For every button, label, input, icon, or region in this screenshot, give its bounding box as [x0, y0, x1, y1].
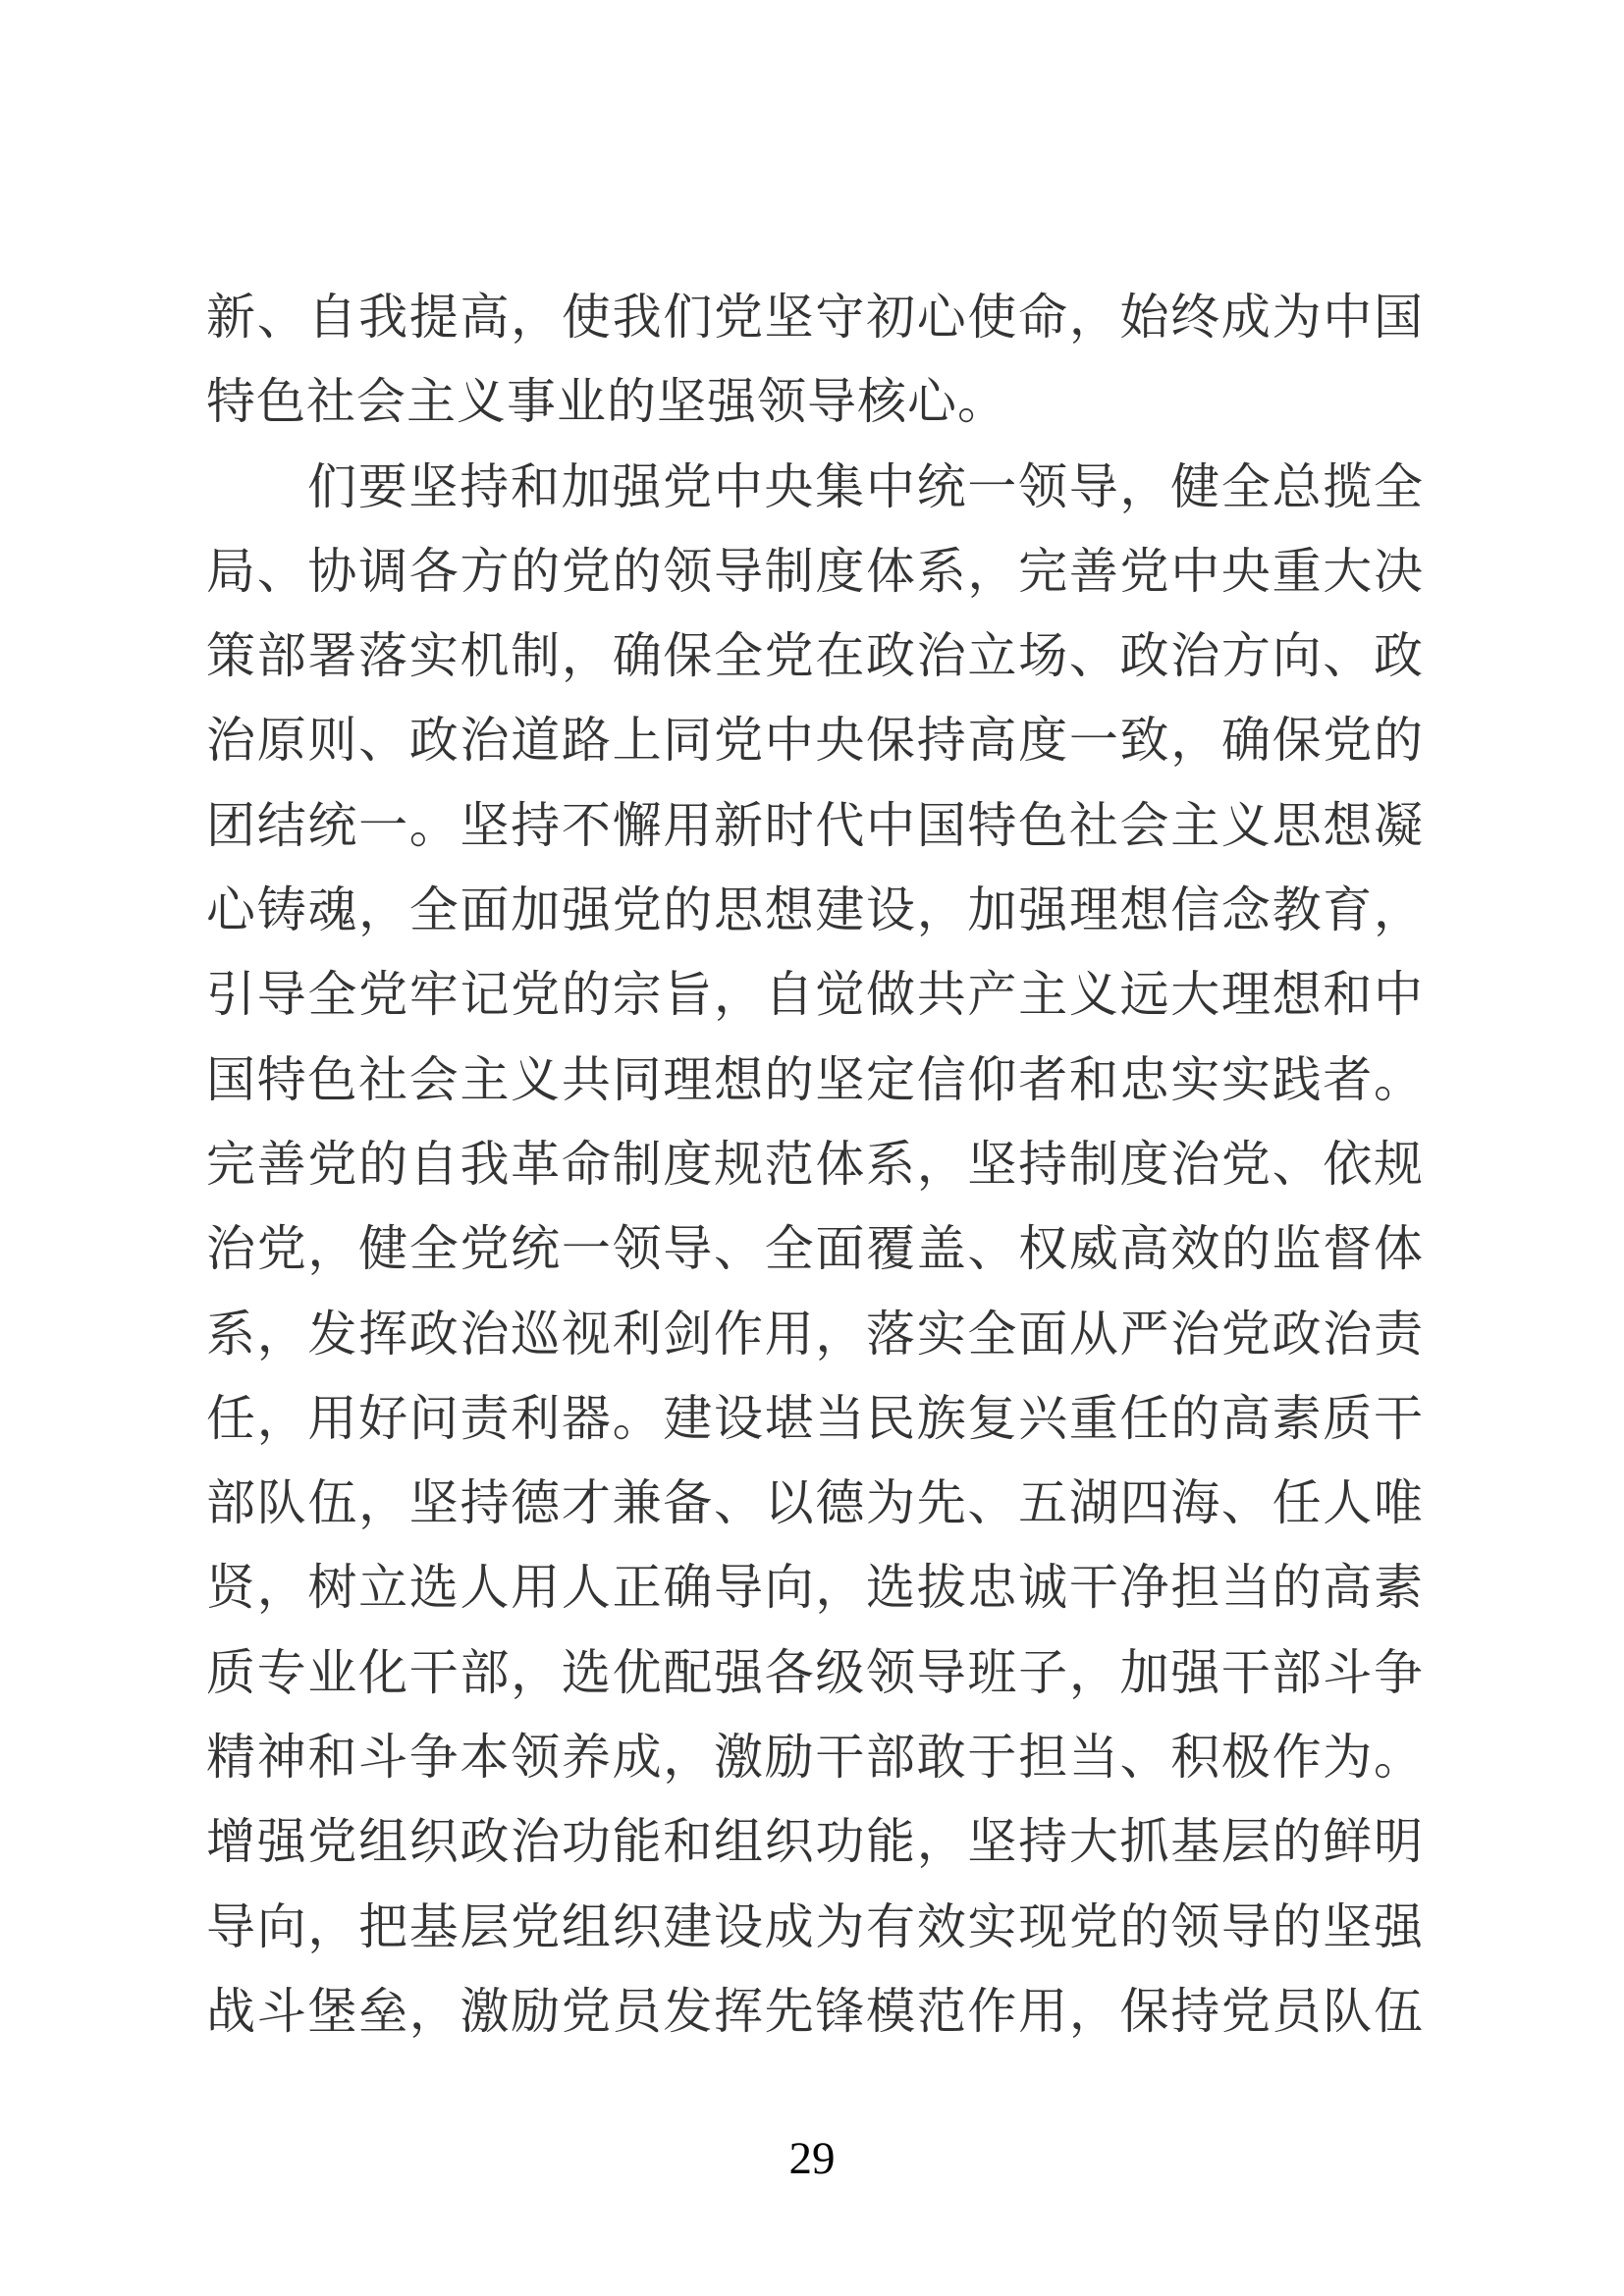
text-line: 部队伍，坚持德才兼备、以德为先、五湖四海、任人唯	[206, 1475, 1424, 1531]
text-line: 策部署落实机制，确保全党在政治立场、政治方向、政	[206, 628, 1424, 684]
page-number: 29	[788, 2133, 836, 2184]
text-line: 心铸魂，全面加强党的思想建设，加强理想信念教育，	[206, 882, 1424, 938]
text-line: 局、协调各方的党的领导制度体系，完善党中央重大决	[206, 543, 1424, 599]
text-line: 精神和斗争本领养成，激励干部敢于担当、积极作为。	[206, 1730, 1424, 1786]
text-line: 国特色社会主义共同理想的坚定信仰者和忠实实践者。	[206, 1051, 1424, 1107]
text-line: 治党，健全党统一领导、全面覆盖、权威高效的监督体	[206, 1221, 1424, 1277]
text-line: 质专业化干部，选优配强各级领导班子，加强干部斗争	[206, 1644, 1424, 1700]
text-line: 任，用好问责利器。建设堪当民族复兴重任的高素质干	[206, 1390, 1424, 1446]
text-line: 导向，把基层党组织建设成为有效实现党的领导的坚强	[206, 1898, 1424, 1954]
text-line: 增强党组织政治功能和组织功能，坚持大抓基层的鲜明	[206, 1814, 1424, 1870]
text-block	[206, 275, 1424, 2054]
text-line: 战斗堡垒，激励党员发挥先锋模范作用，保持党员队伍	[206, 1983, 1424, 2039]
text-line: 系，发挥政治巡视利剑作用，落实全面从严治党政治责	[206, 1306, 1424, 1362]
text-line: 特色社会主义事业的坚强领导核心。	[206, 374, 1007, 430]
text-line: 引导全党牢记党的宗旨，自觉做共产主义远大理想和中	[206, 967, 1424, 1023]
text-line: 治原则、政治道路上同党中央保持高度一致，确保党的	[206, 713, 1424, 769]
text-line: 新、自我提高，使我们党坚守初心使命，始终成为中国	[206, 290, 1424, 345]
text-line: 贤，树立选人用人正确导向，选拔忠诚干净担当的高素	[206, 1560, 1424, 1616]
text-line: 完善党的自我革命制度规范体系，坚持制度治党、依规	[206, 1136, 1424, 1192]
text-line: 们要坚持和加强党中央集中统一领导，健全总揽全	[307, 458, 1424, 514]
text-line: 团结统一。坚持不懈用新时代中国特色社会主义思想凝	[206, 797, 1424, 853]
